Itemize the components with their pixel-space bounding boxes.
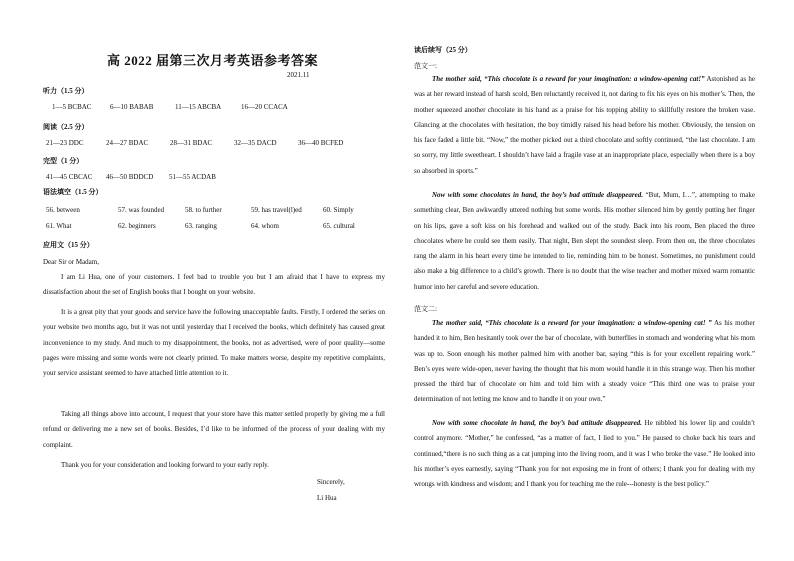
answer-group: 28—31 BDAC xyxy=(170,139,213,147)
letter-paragraph-4: Thank you for your consideration and looking forward to your early reply. xyxy=(61,461,269,469)
answer-item: 65. cultural xyxy=(323,222,355,230)
continuation-heading: 读后续写（25 分） xyxy=(414,46,472,54)
sample-1-lead-sentence: The mother said, “This chocolate is a reward for your imagination: a window-opening cat!” xyxy=(432,75,705,83)
reading-answers xyxy=(46,139,343,147)
answer-item: 63. ranging xyxy=(185,222,217,230)
listening-answers xyxy=(52,103,288,111)
sample-2-body-2: He nibbled his lower lip and couldn’t control anymore. “Mother,” he confessed, “as a matter of fact, I lied to you.” He paused to choke back his tears and continued,“there is no such thing as a cat jumping into the living room, and it was I who broke the vase.” He looked into his mother’s eyes earnestly, saying “Thank you for not exposing me in front of others; I thank you for dealing with my wrongs with kindness and wisdom; and I thank you for teaching me the rule---honesty is the best policy.” xyxy=(414,419,755,489)
answer-item: 62. beginners xyxy=(118,222,156,230)
answer-group: 1—5 BCBAC xyxy=(52,103,92,111)
reading-heading: 阅读（2.5 分） xyxy=(43,123,89,131)
sample-2-body-1: As his mother handed it to him, Ben hesitantly took over the bar of chocolate, with butterflies in stomach and wondering what his mom was up to. Soon enough his mother palmed him with another bar, saying “this is for your excellent repairing work.” Ben’s eyes were wide-open, never having the thought that his mom would handle it in this strange way. Then his mother pressed the third bar of chocolate on him and told him with a steady voice “This third one was to praise your determination of not letting me know and to handle it on your own.” xyxy=(414,319,756,404)
sample-1-lead-sentence-2: Now with some chocolates in hand, the boy’s bad attitude disappeared. xyxy=(432,191,643,199)
letter-signature: Li Hua xyxy=(317,494,337,502)
grammar-heading: 语法填空（1.5 分） xyxy=(43,188,103,196)
answer-item: 56. between xyxy=(46,206,80,214)
answer-group: 32—35 DACD xyxy=(234,139,277,147)
grammar-answers-row-2 xyxy=(46,222,355,230)
sample-1-body-2: “But, Mum, I…”, attempting to make something clear, Ben awkwardly uttered nothing but some words. His mother silenced him by gently putting her finger on his lips, gave a soft kiss on his forehead and walked out of the study. Back into his room, Ben placed the three chocolates where he could see them easily. That night, Ben slept the soundest sleep. From then on, the three chocolates rang the alarm in his heart every time he intended to lie, reminding him to be honest. Sometimes, no punishment could also make a big difference to a child’s growth. There is no doubt that the wise teacher and mother mixed warm romantic humor into her careful and severe education. xyxy=(414,191,755,291)
answer-group: 46—50 BDDCD xyxy=(106,173,154,181)
letter-paragraph-1: I am Li Hua, one of your customers. I feel bad to trouble you but I am afraid that I have to express my dissatisfaction about the set of English books that I bought on your website. xyxy=(43,273,385,297)
cloze-answers xyxy=(46,173,216,181)
answer-item: 60. Simply xyxy=(323,206,354,214)
sample-2-lead-sentence-2: Now with some chocolate in hand, the boy’s bad attitude disappeared. xyxy=(432,419,642,427)
grammar-answers-row-1 xyxy=(46,206,354,214)
sample-1-paragraph-2 xyxy=(414,188,755,295)
sample-2-paragraph-1 xyxy=(414,316,755,408)
sample-1-body-1: Astonished as he was at her reward instead of harsh scold, Ben reluctantly received it, not daring to fix his eyes on his mother’s. Then, the mother squeezed another chocolate in his hand as a praise for his topping ability to skillfully restore the broken vase. Glancing at the chocolates with hesitation, the boy timidly raised his head before his mother. Obviously, the tension on his face faded a little bit. “Now,” the mother picked out a third chocolate and softly continued, “the last chocolate. I am so sorry, my little sweetheart. I shouldn’t have laid a fragile vase at an inappropriate place, especially when there is a boy so absorbed in sports.” xyxy=(414,75,755,175)
answer-item: 64. whom xyxy=(251,222,279,230)
sample-2-label: 范文二: xyxy=(414,305,437,313)
answer-group: 6—10 BABAB xyxy=(110,103,154,111)
answer-group: 51—55 ACDAB xyxy=(169,173,216,181)
page-title: 高 2022 届第三次月考英语参考答案 xyxy=(106,53,318,68)
answer-group: 21—23 DDC xyxy=(46,139,84,147)
sample-1-paragraph-1 xyxy=(414,72,755,179)
answer-group: 24—27 BDAC xyxy=(106,139,149,147)
answer-item: 59. has travel(l)ed xyxy=(251,206,302,214)
answer-group: 41—45 CBCAC xyxy=(46,173,93,181)
writing-heading: 应用文（15 分） xyxy=(43,241,94,249)
answer-group: 16—20 CCACA xyxy=(241,103,288,111)
letter-paragraph-3: Taking all things above into account, I request that your store have this matter settled properly by giving me a full refund or delivering me a new set of books. Besides, I’d like to be informed of the process of your dealing with my complaint. xyxy=(43,410,385,449)
answer-group: 11—15 ABCBA xyxy=(175,103,222,111)
letter-salutation: Dear Sir or Madam, xyxy=(43,258,99,266)
sample-2-paragraph-2 xyxy=(414,416,755,492)
answer-item: 57. was founded xyxy=(118,206,165,214)
cloze-heading: 完型（1 分） xyxy=(43,157,84,165)
document-date: 2021.11 xyxy=(287,71,310,79)
answer-item: 61. What xyxy=(46,222,72,230)
letter-closing: Sincerely, xyxy=(317,478,345,486)
answer-item: 58. to further xyxy=(185,206,222,214)
answer-group: 36—40 BCFED xyxy=(298,139,344,147)
sample-2-lead-sentence: The mother said, “This chocolate is a reward for your imagination: a window-opening cat! ” xyxy=(432,319,712,327)
letter-paragraph-2: It is a great pity that your goods and service have the following unacceptable faults. Firstly, I ordered the series on your website two months ago, but it was not until yesterday that I received the books, which definitely has caused great inconvenience to my study. And much to my disappointment, the books, not as advertised, were of poor quality—some pages were missing and some words were not clearly printed. To make matters worse, despite my repetitive complaints, your service assistant seemed to have attached little attention to it. xyxy=(43,308,385,378)
listening-heading: 听力（1.5 分） xyxy=(43,87,89,95)
sample-1-label: 范文一: xyxy=(414,62,437,70)
